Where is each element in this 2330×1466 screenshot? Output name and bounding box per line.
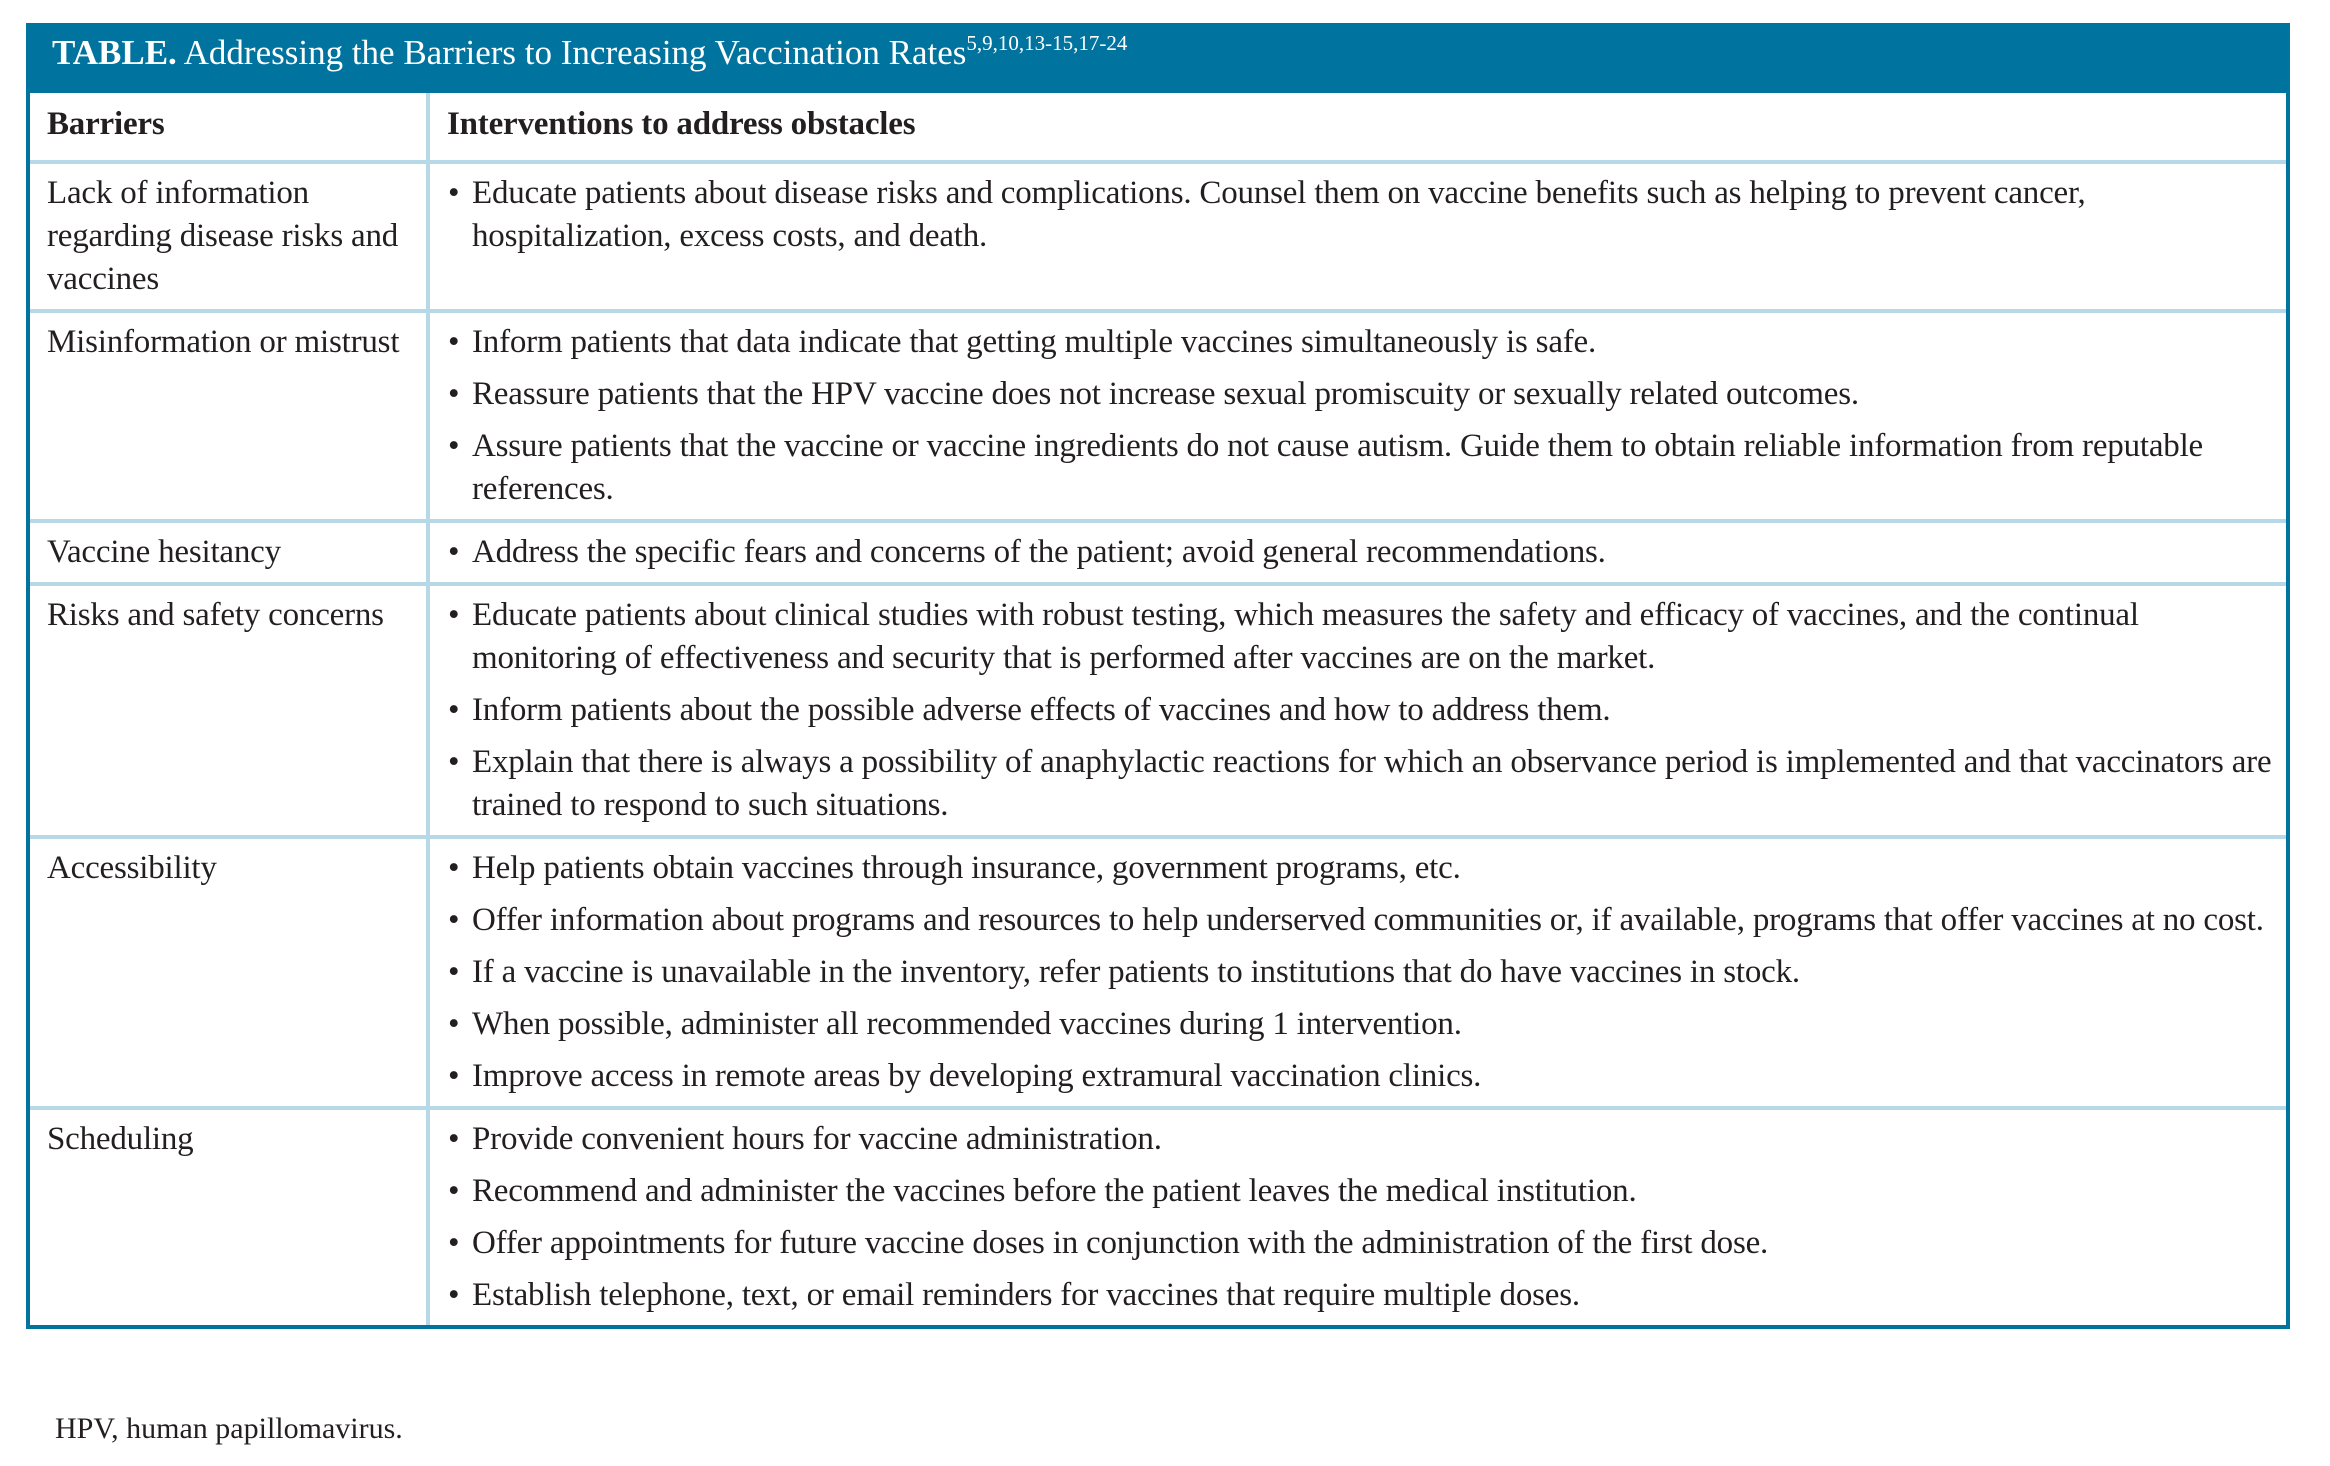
intervention-item [448, 741, 2276, 827]
bullet-icon: • [448, 175, 460, 211]
intervention-item [448, 594, 2276, 680]
intervention-item [448, 172, 2276, 258]
intervention-text: Inform patients about the possible adverse effects of vaccines and how to address them. [472, 692, 1611, 728]
interventions-cell [428, 162, 2286, 311]
barrier-cell: Scheduling [30, 1108, 428, 1325]
table-title-references: 5,9,10,13-15,17-24 [966, 31, 1128, 55]
barrier-cell: Misinformation or mistrust [30, 311, 428, 521]
intervention-item [448, 425, 2276, 511]
intervention-text: Offer appointments for future vaccine doses in conjunction with the administration of the first dose. [472, 1225, 1769, 1261]
bullet-icon: • [448, 534, 460, 570]
table-row [30, 521, 2286, 584]
vaccination-barriers-table [26, 23, 2290, 1329]
column-header-barriers: Barriers [30, 93, 428, 162]
intervention-item [448, 1222, 2276, 1265]
intervention-item [448, 689, 2276, 732]
interventions-list [448, 1118, 2276, 1317]
bullet-icon: • [448, 1173, 460, 1209]
intervention-text: Reassure patients that the HPV vaccine does not increase sexual promiscuity or sexually related outcomes. [472, 376, 1859, 412]
table-footnote: HPV, human papillomavirus. [55, 1412, 403, 1445]
table-row [30, 584, 2286, 837]
interventions-cell [428, 311, 2286, 521]
bullet-icon: • [448, 744, 460, 780]
intervention-item [448, 951, 2276, 994]
bullet-icon: • [448, 1058, 460, 1094]
barrier-cell: Accessibility [30, 837, 428, 1108]
column-header-row [30, 93, 2286, 162]
table-row [30, 1108, 2286, 1325]
interventions-cell [428, 584, 2286, 837]
interventions-list [448, 594, 2276, 827]
intervention-item [448, 1003, 2276, 1046]
bullet-icon: • [448, 376, 460, 412]
intervention-text: Recommend and administer the vaccines before the patient leaves the medical institution. [472, 1173, 1637, 1209]
intervention-item [448, 373, 2276, 416]
intervention-text: Explain that there is always a possibility of anaphylactic reactions for which an observance period is implemented and that vaccinators are trained to respond to such situations. [472, 744, 2272, 823]
intervention-text: Inform patients that data indicate that getting multiple vaccines simultaneously is safe. [472, 324, 1597, 360]
intervention-text: If a vaccine is unavailable in the inventory, refer patients to institutions that do have vaccines in stock. [472, 954, 1800, 990]
intervention-item [448, 531, 2276, 574]
intervention-item [448, 1118, 2276, 1161]
bullet-icon: • [448, 1121, 460, 1157]
intervention-item [448, 1055, 2276, 1098]
interventions-list [448, 531, 2276, 574]
interventions-list [448, 172, 2276, 258]
table-row [30, 162, 2286, 311]
intervention-text: Educate patients about clinical studies with robust testing, which measures the safety and efficacy of vaccines, and the continual monitoring of effectiveness and security that is performed after vaccines are on the market. [472, 597, 2139, 676]
bullet-icon: • [448, 324, 460, 360]
interventions-cell [428, 837, 2286, 1108]
table-row [30, 837, 2286, 1108]
bullet-icon: • [448, 1006, 460, 1042]
bullet-icon: • [448, 1225, 460, 1261]
bullet-icon: • [448, 1277, 460, 1313]
bullet-icon: • [448, 954, 460, 990]
table-row [30, 311, 2286, 521]
intervention-item [448, 899, 2276, 942]
table-label: TABLE. [52, 33, 177, 72]
column-header-interventions: Interventions to address obstacles [428, 93, 2286, 162]
intervention-item [448, 1170, 2276, 1213]
intervention-text: Educate patients about disease risks and complications. Counsel them on vaccine benefits such as helping to prevent cancer, hospitalization, excess costs, and death. [472, 175, 2086, 254]
table-title [26, 23, 2290, 93]
bullet-icon: • [448, 850, 460, 886]
bullet-icon: • [448, 597, 460, 633]
interventions-list [448, 321, 2276, 511]
interventions-list [448, 847, 2276, 1098]
barriers-table [30, 93, 2286, 1325]
intervention-text: Establish telephone, text, or email reminders for vaccines that require multiple doses. [472, 1277, 1580, 1313]
intervention-item [448, 847, 2276, 890]
intervention-text: Assure patients that the vaccine or vaccine ingredients do not cause autism. Guide them to obtain reliable information from reputable references. [472, 428, 2204, 507]
intervention-text: When possible, administer all recommended vaccines during 1 intervention. [472, 1006, 1462, 1042]
barrier-cell: Risks and safety concerns [30, 584, 428, 837]
bullet-icon: • [448, 428, 460, 464]
intervention-item [448, 1274, 2276, 1317]
bullet-icon: • [448, 902, 460, 938]
interventions-cell [428, 1108, 2286, 1325]
barrier-cell: Lack of information regarding disease risks and vaccines [30, 162, 428, 311]
intervention-text: Help patients obtain vaccines through insurance, government programs, etc. [472, 850, 1461, 886]
intervention-item [448, 321, 2276, 364]
bullet-icon: • [448, 692, 460, 728]
intervention-text: Improve access in remote areas by developing extramural vaccination clinics. [472, 1058, 1482, 1094]
table-title-text: Addressing the Barriers to Increasing Vaccination Rates [183, 33, 967, 72]
intervention-text: Address the specific fears and concerns of the patient; avoid general recommendations. [472, 534, 1606, 570]
barrier-cell: Vaccine hesitancy [30, 521, 428, 584]
interventions-cell [428, 521, 2286, 584]
intervention-text: Offer information about programs and resources to help underserved communities or, if available, programs that offer vaccines at no cost. [472, 902, 2264, 938]
intervention-text: Provide convenient hours for vaccine administration. [472, 1121, 1162, 1157]
